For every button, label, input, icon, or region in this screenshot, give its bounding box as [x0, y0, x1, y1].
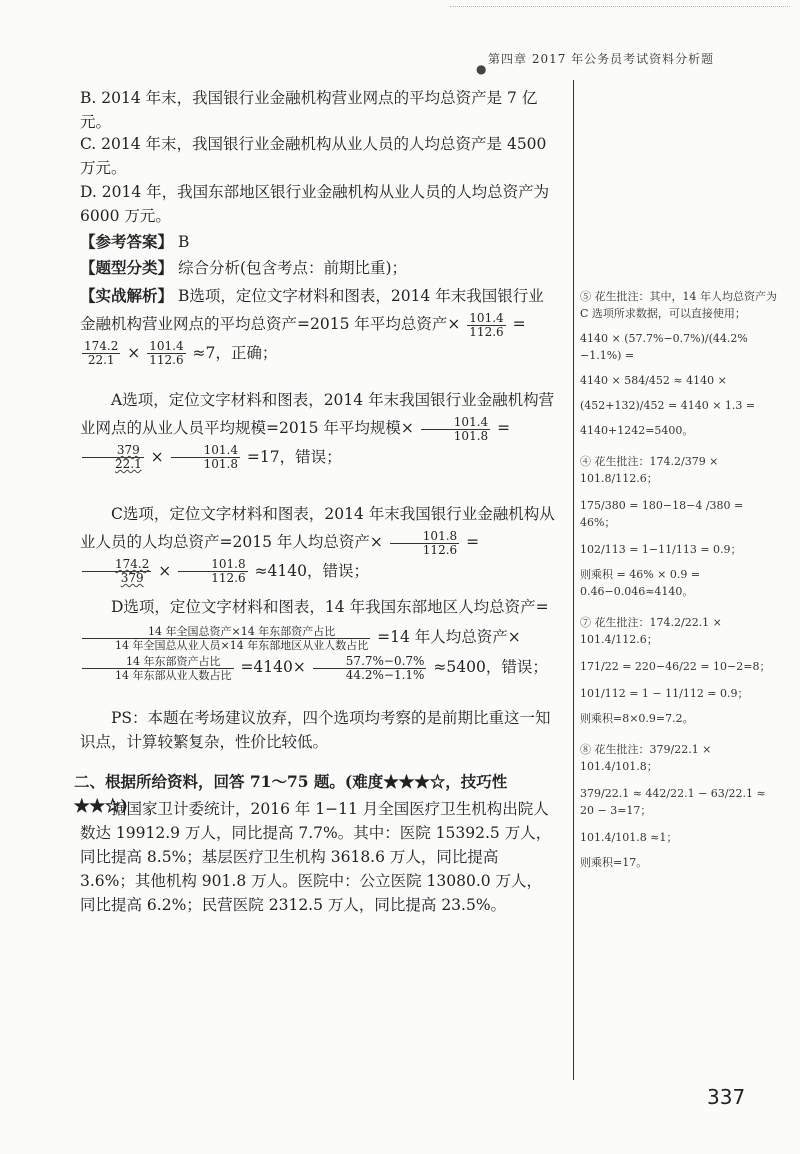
ps-note: PS：本题在考场建议放弃，四个选项均考察的是前期比重这一知识点，计算较繁复杂，性价比较低。	[80, 709, 551, 751]
fraction: $\frac{101.4}{112.6}$	[149, 339, 184, 367]
fraction: $\frac{101.4}{101.8}$	[421, 416, 490, 443]
side-note: 4140+1242=5400。	[580, 424, 694, 437]
category-line	[80, 256, 555, 280]
analysis-d-result: ≈5400，错误；	[433, 658, 548, 676]
side-note: ④ 花生批注：174.2/379 × 101.8/112.6；	[580, 455, 719, 485]
side-note: (452+132)/452 = 4140 × 1.3 =	[580, 399, 756, 412]
analysis-b-text: B选项，定位文字材料和图表，2014 年末我国银行业金融机构营业网点的平均总资产=2015 年平均总资产×	[80, 287, 544, 333]
analysis-c: C选项，定位文字材料和图表，2014 年末我国银行业金融机构从业人员的人均总资产=2015 年人均总资产× $\frac{101.8}{112.6}$ = $\frac{174.2}{379}$ × $\frac{101.8}{112.6}$ ≈4140，错误；	[80, 505, 555, 585]
side-note: 4140 × 584/452 ≈ 4140 ×	[580, 374, 727, 387]
analysis-b: 【实战解析】 B选项，定位文字材料和图表，2014 年末我国银行业金融机构营业网点的平均总资产=2015 年平均总资产× $\frac{101.4}{112.6}$ = $\frac{174.2}{22.1}$ × $\frac{101.4}{112.6}$ ≈7，正确；	[80, 286, 544, 367]
fraction: $\frac{101.4}{112.6}$	[469, 310, 504, 339]
fraction: $\frac{\text{14 年东部资产占比}}{\text{14 年东部从业人数占比}}$	[82, 655, 234, 682]
analysis-b-result: ≈7，正确；	[192, 343, 278, 362]
analysis-c-text: C选项，定位文字材料和图表，2014 年末我国银行业金融机构从业人员的人均总资产=2015 年人均总资产×	[80, 505, 555, 551]
option-c: C. 2014 年末，我国银行业金融机构从业人员的人均总资产是 4500 万元。	[80, 135, 547, 177]
analysis-a-text: A选项，定位文字材料和图表，2014 年末我国银行业金融机构营业网点的从业人员平均规模=2015 年平均规模×	[80, 391, 555, 437]
margin-divider	[573, 80, 574, 1080]
page-number: 337	[707, 1085, 746, 1109]
side-note: 101/112 = 1 − 11/112 = 0.9；	[580, 687, 749, 700]
side-note: 101.4/101.8 ≈1；	[580, 831, 678, 844]
category-label: 【题型分类】	[80, 258, 174, 277]
analysis-a-result: =17，错误；	[246, 447, 342, 466]
analysis-d-text: D选项，定位文字材料和图表，14 年我国东部地区人均总资产=	[111, 598, 549, 616]
side-note: ⑤ 花生批注：其中，14 年人均总资产为 C 选项所求数据，可以直接使用；	[580, 290, 777, 320]
side-note: ⑦ 花生批注：174.2/22.1 × 101.4/112.6；	[580, 616, 722, 646]
option-d: D. 2014 年，我国东部地区银行业金融机构从业人员的人均总资产为 6000 万元。	[80, 183, 550, 225]
analysis-d: D选项，定位文字材料和图表，14 年我国东部地区人均总资产= $\frac{\text{14 年全国总资产×14 年东部资产占比}}{\text{14 年全国总从业人员×14 年东部地区从业人数占比}}$ =14 年人均总资产× $\frac{\text{14 年东部资产占比}}{\text{14 年东部从业人数占比}}$ =4140× $\frac{57.7\%-0.7\%}{44.2\%-1.1\%}$ ≈5400，错误；	[80, 592, 555, 682]
side-note: 171/22 = 220−46/22 = 10−2=8；	[580, 660, 771, 673]
section-title: 二、根据所给资料，回答 71～75 题。(难度★★★☆，技巧性★★☆)	[74, 772, 508, 815]
side-note: ⑧ 花生批注：379/22.1 × 101.4/101.8；	[580, 743, 712, 773]
fraction: $\frac{57.7\%-0.7\%}{44.2\%-1.1\%}$	[313, 655, 427, 682]
category-value: 综合分析(包含考点：前期比重)；	[177, 259, 408, 277]
fraction: $\frac{101.8}{112.6}$	[178, 558, 247, 585]
side-note: 则乘积=8×0.9=7.2。	[580, 712, 694, 725]
analysis-label: 【实战解析】	[80, 286, 174, 305]
fraction: $\frac{101.8}{112.6}$	[390, 530, 459, 557]
header-bullet: ●	[476, 62, 487, 76]
section-paragraph: 据国家卫计委统计，2016 年 1−11 月全国医疗卫生机构出院人数达 19912.9 万人，同比提高 7.7%。其中：医院 15392.5 万人，同比提高 8.5%；基层医疗卫生机构 3618.6 万人，同比提高 3.6%；其他机构 901.8 万人。医院中：公立医院 13080.0 万人，同比提高 6.2%；民营医院 2312.5 万人，同比提高 23.5%。	[80, 800, 552, 914]
side-notes	[580, 288, 780, 871]
side-note: 379/22.1 ≈ 442/22.1 − 63/22.1 ≈ 20 − 3=17；	[580, 787, 766, 817]
answer-value: B	[177, 233, 190, 251]
side-note: 则乘积 = 46% × 0.9 = 0.46−0.046≈4140。	[580, 568, 701, 598]
side-note: 4140 × (57.7%−0.7%)/(44.2%−1.1%) =	[580, 332, 748, 362]
answer-label: 【参考答案】	[80, 232, 174, 251]
side-note: 102/113 = 1−11/113 = 0.9；	[580, 543, 742, 556]
fraction: $\frac{101.4}{101.8}$	[171, 444, 240, 471]
side-note: 175/380 = 180−18−4 /380 = 46%；	[580, 499, 744, 529]
analysis-c-result: ≈4140，错误；	[254, 561, 369, 580]
header-rule	[450, 6, 790, 7]
answer-line	[80, 230, 555, 254]
fraction: $\frac{\text{14 年全国总资产×14 年东部资产占比}}{\text{14 年全国总从业人员×14 年东部地区从业人数占比}}$	[82, 625, 370, 652]
side-note: 则乘积=17。	[580, 856, 648, 869]
fraction: $\frac{174.2}{22.1}$	[84, 339, 119, 367]
analysis-a: A选项，定位文字材料和图表，2014 年末我国银行业金融机构营业网点的从业人员平均规模=2015 年平均规模× $\frac{101.4}{101.8}$ = $\frac{379}{22.1}$ × $\frac{101.4}{101.8}$ =17，错误；	[80, 391, 555, 471]
fraction: $\frac{379}{22.1}$	[82, 444, 144, 471]
page-header: 第四章 2017 年公务员考试资料分析题	[488, 52, 715, 66]
fraction: $\frac{174.2}{379}$	[82, 558, 151, 585]
option-b: B. 2014 年末，我国银行业金融机构营业网点的平均总资产是 7 亿元。	[80, 89, 538, 131]
